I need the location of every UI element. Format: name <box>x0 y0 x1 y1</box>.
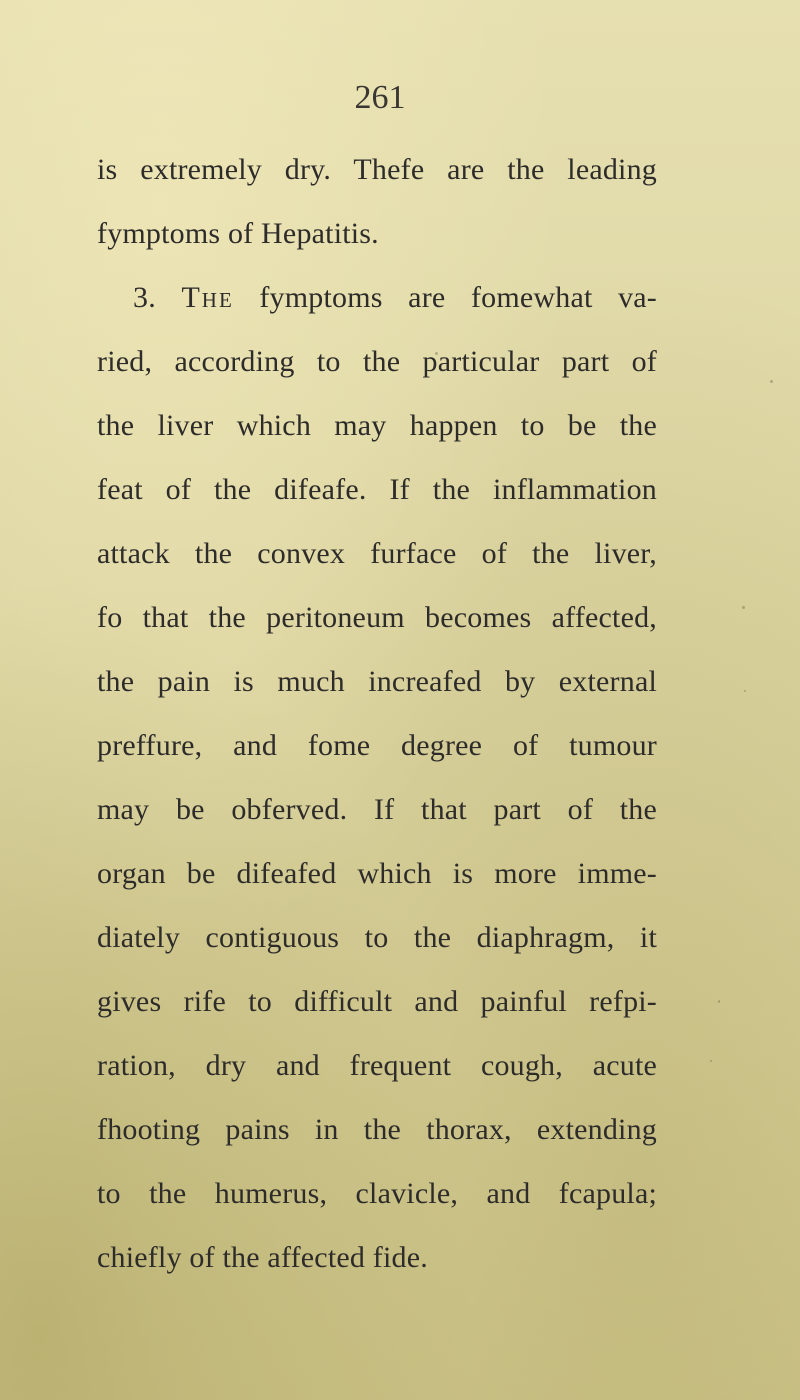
text-line: may be obferved. If that part of the <box>97 793 657 826</box>
text-line: to the humerus, clavicle, and fcapula; <box>97 1177 657 1210</box>
text-line: organ be difeafed which is more imme- <box>97 857 657 890</box>
text-line <box>97 266 657 330</box>
text-line: gives rife to difficult and painful refpi- <box>97 985 657 1018</box>
paper-speck <box>435 352 438 355</box>
paper-speck <box>742 606 745 609</box>
page-body <box>97 138 657 1290</box>
paper-speck <box>718 1000 720 1003</box>
text-line: fymptoms of Hepatitis. <box>97 217 379 250</box>
text-line: is extremely dry. Thefe are the leading <box>97 153 657 186</box>
text-line: chiefly of the affected fide. <box>97 1241 428 1274</box>
text-line: fo that the peritoneum becomes affected, <box>97 601 657 634</box>
paper-speck <box>744 690 746 692</box>
text-line: the liver which may happen to be the <box>97 409 657 442</box>
paper-speck <box>770 380 773 383</box>
text-line: fhooting pains in the thorax, extending <box>97 1113 657 1146</box>
paper-speck <box>710 1060 712 1062</box>
text-line: ried, according to the particular part of <box>97 345 657 378</box>
text-line-rest: fymptoms are fomewhat va- <box>233 281 657 314</box>
page-number: 261 <box>354 79 406 116</box>
section-number: 3. <box>133 281 182 314</box>
text-line: the pain is much increafed by external <box>97 665 657 698</box>
text-line: ration, dry and frequent cough, acute <box>97 1049 657 1082</box>
text-line: feat of the difeafe. If the inflammation <box>97 473 657 506</box>
text-line: attack the convex furface of the liver, <box>97 537 657 570</box>
section-first-word: The <box>181 281 234 314</box>
text-line: preffure, and fome degree of tumour <box>97 729 657 762</box>
text-line: diately contiguous to the diaphragm, it <box>97 921 657 954</box>
